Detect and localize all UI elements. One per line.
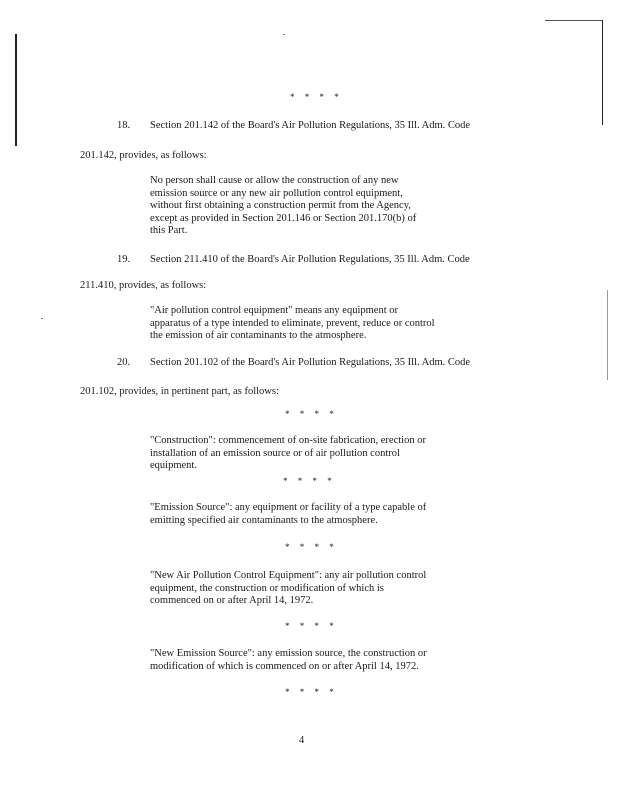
paragraph-18-line-2: 201.142, provides, as follows: [80, 150, 207, 161]
section-separator: * * * * [285, 542, 338, 552]
paragraph-20-line-1: Section 201.102 of the Board's Air Pollution Regulations, 35 Ill. Adm. Code [150, 357, 471, 368]
paragraph-19-line-1: Section 211.410 of the Board's Air Pollution Regulations, 35 Ill. Adm. Code [150, 254, 470, 265]
definition-line: equipment, the construction or modification of which is [150, 582, 384, 594]
quote-line: No person shall cause or allow the construction of any new [150, 175, 399, 186]
definition-line: emitting specified air contaminants to the atmosphere. [150, 514, 378, 526]
scan-speck [41, 318, 43, 319]
scan-edge-mark-right-lower [607, 290, 608, 380]
scan-edge-mark-right [602, 20, 603, 125]
scan-edge-mark-left [15, 34, 17, 146]
paragraph-20-line-2: 201.102, provides, in pertinent part, as follows: [80, 386, 279, 397]
definition-line: "New Air Pollution Control Equipment": any air pollution control [150, 570, 427, 581]
quote-line: the emission of air contaminants to the atmosphere. [150, 330, 367, 341]
definition-line: installation of an emission source or of air pollution control [150, 447, 400, 459]
quote-line: without first obtaining a construction permit from the Agency, [150, 200, 411, 211]
section-separator: * * * * [285, 687, 338, 697]
section-separator: * * * * [285, 621, 338, 631]
quote-line: emission source or any new air pollution control equipment, [150, 187, 403, 199]
definition-line: "Construction": commencement of on-site fabrication, erection or [150, 435, 426, 446]
paragraph-19-quote [150, 305, 435, 343]
paragraph-number-18: 18. [117, 120, 131, 131]
paragraph-18-line-1: Section 201.142 of the Board's Air Pollution Regulations, 35 Ill. Adm. Code [150, 120, 471, 131]
quote-line: apparatus of a type intended to eliminate, prevent, reduce or control [150, 317, 435, 329]
section-separator: * * * * [283, 476, 336, 486]
quote-line: except as provided in Section 201.146 or Section 201.170(b) of [150, 212, 417, 224]
definition-line: equipment. [150, 460, 197, 471]
definition-line: modification of which is commenced on or after April 14, 1972. [150, 660, 419, 672]
definition-line: "Emission Source": any equipment or facility of a type capable of [150, 502, 427, 513]
scan-edge-mark-top [545, 20, 603, 21]
definition-new-air-pollution-control-equipment [150, 570, 426, 608]
definition-new-emission-source [150, 648, 427, 673]
section-separator: * * * * [285, 409, 338, 419]
section-separator: * * * * [290, 92, 343, 102]
paragraph-number-19: 19. [117, 254, 131, 265]
page-number: 4 [299, 735, 305, 746]
quote-line: "Air pollution control equipment" means any equipment or [150, 305, 398, 316]
quote-line: this Part. [150, 225, 188, 236]
paragraph-number-20: 20. [117, 357, 131, 368]
definition-construction [150, 435, 426, 473]
scan-speck [283, 34, 285, 35]
paragraph-18-quote [150, 175, 416, 238]
definition-emission-source [150, 502, 426, 527]
definition-line: "New Emission Source": any emission source, the construction or [150, 648, 427, 659]
definition-line: commenced on or after April 14, 1972. [150, 595, 314, 606]
paragraph-19-line-2: 211.410, provides, as follows: [80, 280, 207, 291]
